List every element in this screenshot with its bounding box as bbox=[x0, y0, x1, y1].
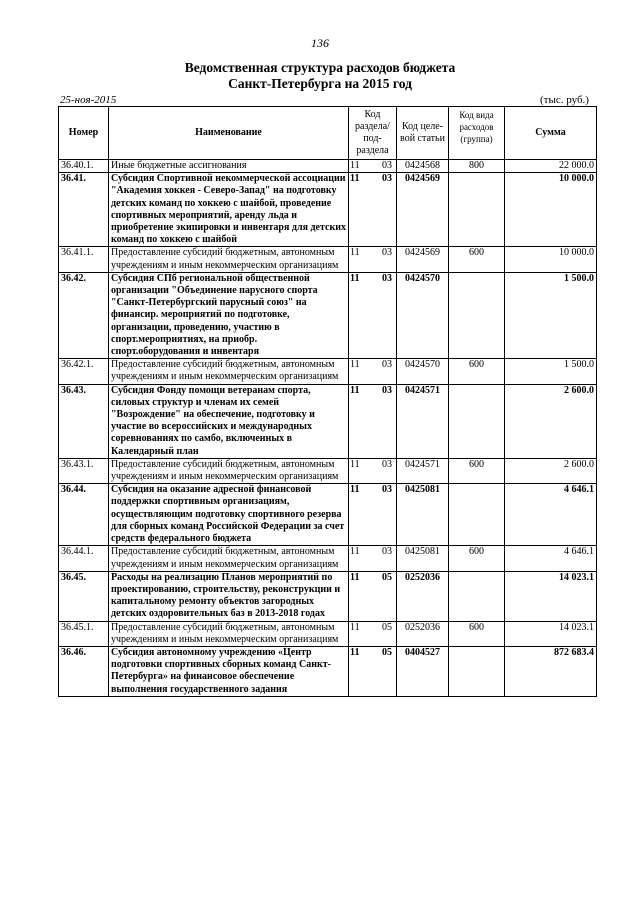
row-number: 36.43. bbox=[59, 384, 109, 458]
row-expense-type bbox=[449, 484, 505, 546]
row-section-code: 11 bbox=[350, 272, 360, 284]
row-section-code: 11 bbox=[350, 160, 360, 171]
row-name: Предоставление субсидий бюджетным, автономным учреждениям и иным некоммерческим организациям bbox=[109, 621, 349, 646]
row-article: 0404527 bbox=[397, 646, 449, 696]
row-section bbox=[349, 173, 397, 247]
row-subsection-code: 03 bbox=[382, 546, 392, 558]
row-sum: 2 600.0 bbox=[505, 384, 597, 458]
table-row bbox=[59, 359, 597, 384]
row-article: 0424571 bbox=[397, 458, 449, 483]
header-sum: Сумма bbox=[505, 107, 597, 160]
row-sum: 872 683.4 bbox=[505, 646, 597, 696]
row-name: Предоставление субсидий бюджетным, автономным учреждениям и иным некоммерческим организациям bbox=[109, 546, 349, 571]
row-section-code: 11 bbox=[350, 646, 360, 658]
header-expense-type: Код вида расходов (группа) bbox=[449, 107, 505, 160]
row-article: 0424568 bbox=[397, 160, 449, 173]
row-expense-type bbox=[449, 646, 505, 696]
row-section bbox=[349, 160, 397, 173]
row-subsection-code: 03 bbox=[382, 160, 392, 171]
row-subsection-code: 03 bbox=[382, 272, 392, 284]
row-sum: 14 023.1 bbox=[505, 621, 597, 646]
row-expense-type bbox=[449, 173, 505, 247]
row-section-code: 11 bbox=[350, 546, 360, 558]
row-number: 36.44. bbox=[59, 484, 109, 546]
row-number: 36.41. bbox=[59, 173, 109, 247]
row-article: 0252036 bbox=[397, 571, 449, 621]
row-expense-type bbox=[449, 571, 505, 621]
row-article: 0424571 bbox=[397, 384, 449, 458]
row-section bbox=[349, 247, 397, 272]
row-section bbox=[349, 359, 397, 384]
row-number: 36.40.1. bbox=[59, 160, 109, 173]
row-sum: 22 000.0 bbox=[505, 160, 597, 173]
row-article: 0424569 bbox=[397, 247, 449, 272]
header-section: Код раздела/ под-раздела bbox=[349, 107, 397, 160]
row-name: Субсидия СПб региональной общественной организации "Объединение парусного спорта "Санкт-Петербургский парусный союз" на финансир. мероприятий по подготовке, организации, проведению, участию в спорт.мероприятиях, на приобр. спорт.оборудования и инвентаря bbox=[109, 272, 349, 358]
row-name: Предоставление субсидий бюджетным, автономным учреждениям и иным некоммерческим организациям bbox=[109, 247, 349, 272]
row-subsection-code: 03 bbox=[382, 484, 392, 496]
row-sum: 2 600.0 bbox=[505, 458, 597, 483]
header-article: Код целе-вой статьи bbox=[397, 107, 449, 160]
row-subsection-code: 03 bbox=[382, 384, 392, 396]
row-number: 36.42.1. bbox=[59, 359, 109, 384]
table-row bbox=[59, 621, 597, 646]
table-row bbox=[59, 272, 597, 358]
row-subsection-code: 03 bbox=[382, 247, 392, 259]
row-name: Предоставление субсидий бюджетным, автономным учреждениям и иным некоммерческим организациям bbox=[109, 458, 349, 483]
row-article: 0425081 bbox=[397, 546, 449, 571]
row-article: 0424570 bbox=[397, 359, 449, 384]
row-sum: 1 500.0 bbox=[505, 359, 597, 384]
row-section-code: 11 bbox=[350, 384, 360, 396]
row-subsection-code: 03 bbox=[382, 359, 392, 371]
table-row bbox=[59, 384, 597, 458]
table-row bbox=[59, 458, 597, 483]
row-subsection-code: 05 bbox=[382, 646, 392, 658]
row-sum: 1 500.0 bbox=[505, 272, 597, 358]
row-section bbox=[349, 646, 397, 696]
row-section-code: 11 bbox=[350, 571, 360, 583]
header-number: Номер bbox=[59, 107, 109, 160]
row-section bbox=[349, 458, 397, 483]
row-section bbox=[349, 621, 397, 646]
row-name: Субсидия Спортивной некоммерческой ассоциации "Академия хоккея - Северо-Запад" на подготовку детских команд по хоккею с шайбой, проведение спортивных мероприятий, аренду льда и приобретение экипировки и инвентаря для детских команд по хоккею с шайбой bbox=[109, 173, 349, 247]
row-section-code: 11 bbox=[350, 247, 360, 259]
row-expense-type: 600 bbox=[449, 359, 505, 384]
document-date: 25-ноя-2015 bbox=[60, 94, 117, 106]
row-expense-type: 600 bbox=[449, 458, 505, 483]
row-name: Расходы на реализацию Планов мероприятий по проектированию, строительству, реконструкции и капитальному ремонту объектов загородных детских оздоровительных баз в 2013-2018 годах bbox=[109, 571, 349, 621]
row-name: Субсидия на оказание адресной финансовой поддержки спортивным организациям, осуществляющим подготовку спортивного резерва для сборных команд Российской Федерации за счет средств федерального бюджета bbox=[109, 484, 349, 546]
row-article: 0424570 bbox=[397, 272, 449, 358]
row-section bbox=[349, 484, 397, 546]
row-section-code: 11 bbox=[350, 359, 360, 371]
row-name: Субсидия автономному учреждению «Центр подготовки спортивных сборных команд Санкт-Петербурга» на финансовое обеспечение выполнения государственного задания bbox=[109, 646, 349, 696]
row-expense-type: 600 bbox=[449, 247, 505, 272]
row-section-code: 11 bbox=[350, 458, 360, 470]
row-expense-type: 600 bbox=[449, 621, 505, 646]
header-name: Наименование bbox=[109, 107, 349, 160]
row-number: 36.41.1. bbox=[59, 247, 109, 272]
row-name: Предоставление субсидий бюджетным, автономным учреждениям и иным некоммерческим организациям bbox=[109, 359, 349, 384]
row-article: 0252036 bbox=[397, 621, 449, 646]
page-number: 136 bbox=[311, 36, 329, 50]
row-subsection-code: 05 bbox=[382, 571, 392, 583]
row-name: Иные бюджетные ассигнования bbox=[109, 160, 349, 173]
row-number: 36.43.1. bbox=[59, 458, 109, 483]
row-section-code: 11 bbox=[350, 621, 360, 633]
row-number: 36.42. bbox=[59, 272, 109, 358]
row-section bbox=[349, 546, 397, 571]
table-row bbox=[59, 546, 597, 571]
row-number: 36.45. bbox=[59, 571, 109, 621]
row-article: 0424569 bbox=[397, 173, 449, 247]
budget-table bbox=[58, 106, 597, 697]
row-expense-type bbox=[449, 384, 505, 458]
table-row bbox=[59, 646, 597, 696]
table-row bbox=[59, 484, 597, 546]
units-label: (тыс. руб.) bbox=[540, 94, 589, 106]
title-line-2: Санкт-Петербурга на 2015 год bbox=[228, 76, 412, 91]
row-sum: 10 000.0 bbox=[505, 247, 597, 272]
row-section-code: 11 bbox=[350, 173, 360, 185]
row-subsection-code: 03 bbox=[382, 173, 392, 185]
row-sum: 10 000.0 bbox=[505, 173, 597, 247]
row-section bbox=[349, 384, 397, 458]
table-header-row bbox=[59, 107, 597, 160]
table-row bbox=[59, 247, 597, 272]
table-row bbox=[59, 173, 597, 247]
row-subsection-code: 03 bbox=[382, 458, 392, 470]
row-section-code: 11 bbox=[350, 484, 360, 496]
row-expense-type bbox=[449, 272, 505, 358]
row-expense-type: 600 bbox=[449, 546, 505, 571]
row-subsection-code: 05 bbox=[382, 621, 392, 633]
row-article: 0425081 bbox=[397, 484, 449, 546]
row-sum: 4 646.1 bbox=[505, 546, 597, 571]
title-line-1: Ведомственная структура расходов бюджета bbox=[184, 60, 456, 75]
row-section bbox=[349, 571, 397, 621]
row-number: 36.44.1. bbox=[59, 546, 109, 571]
row-sum: 14 023.1 bbox=[505, 571, 597, 621]
row-name: Субсидия Фонду помощи ветеранам спорта, силовых структур и членам их семей "Возрождение" на обеспечение, подготовку и участие во всероссийских и международных соревнованиях по самбо, включенных в Календарный план bbox=[109, 384, 349, 458]
row-expense-type: 800 bbox=[449, 160, 505, 173]
row-sum: 4 646.1 bbox=[505, 484, 597, 546]
table-row bbox=[59, 160, 597, 173]
table-row bbox=[59, 571, 597, 621]
table-body bbox=[59, 160, 597, 697]
row-number: 36.46. bbox=[59, 646, 109, 696]
row-number: 36.45.1. bbox=[59, 621, 109, 646]
row-section bbox=[349, 272, 397, 358]
